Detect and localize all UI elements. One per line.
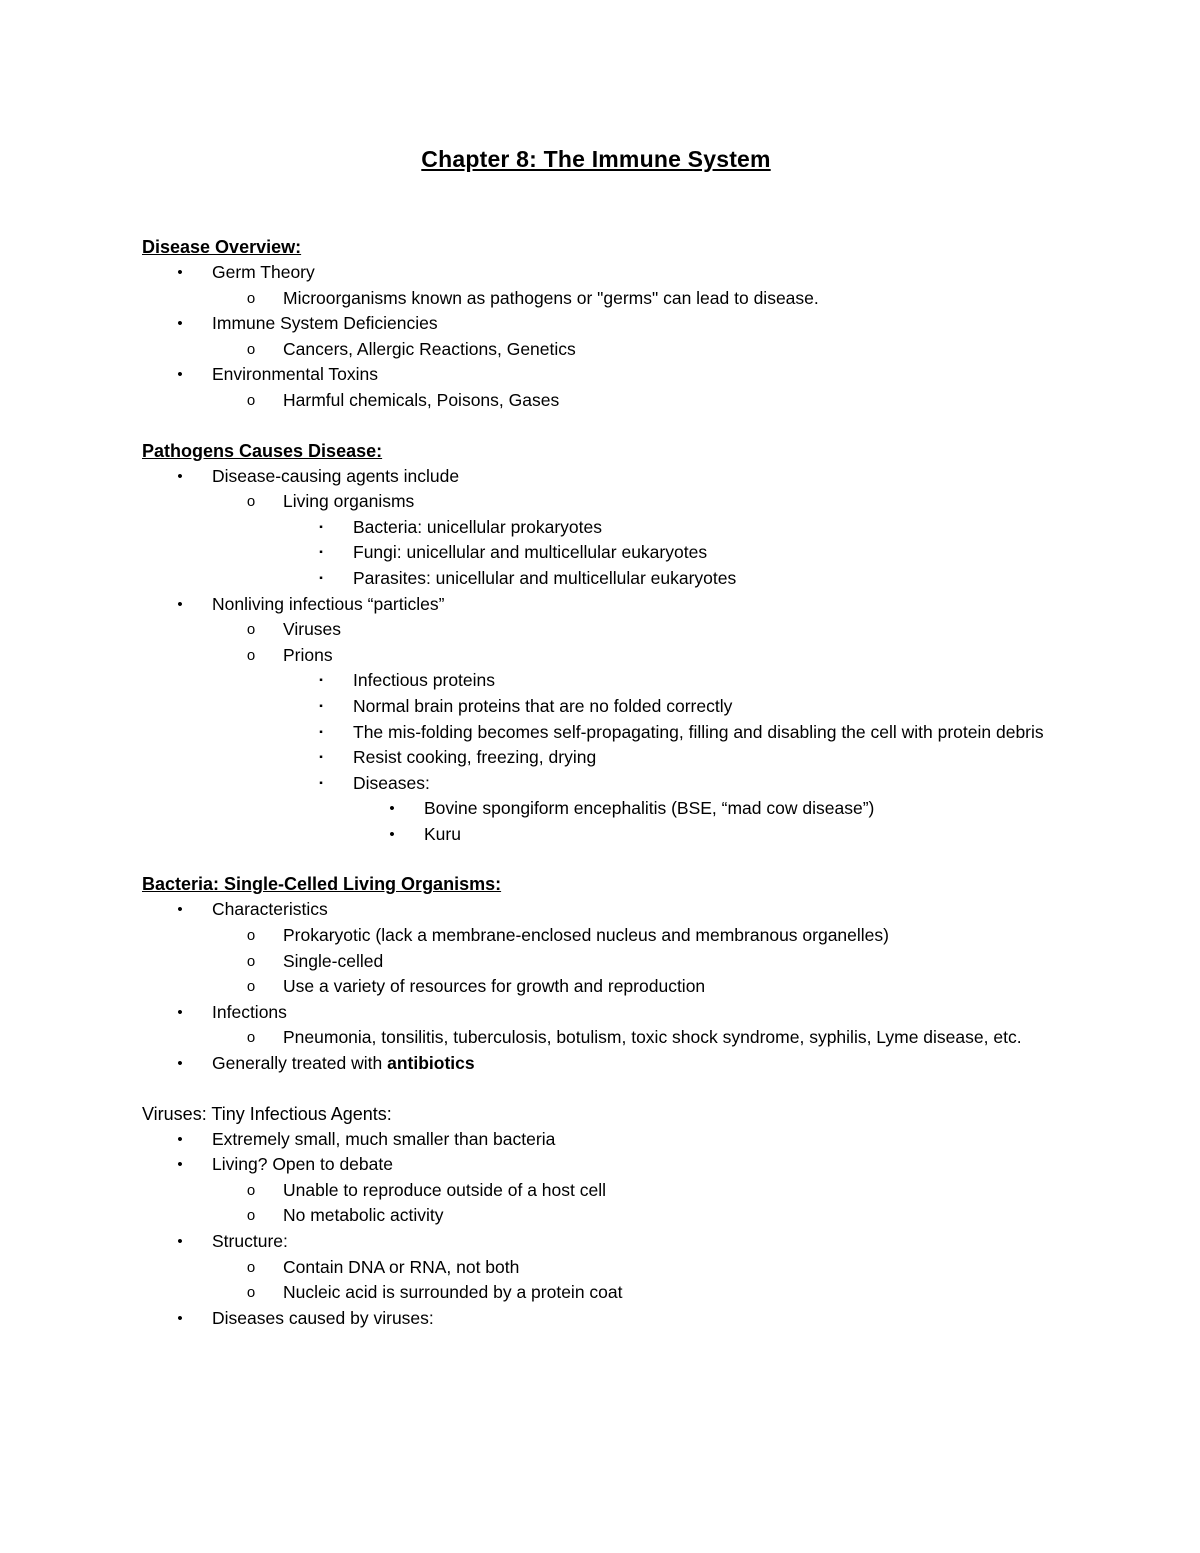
list-item-text: Use a variety of resources for growth and reproduction — [283, 976, 706, 997]
list-item-text: Environmental Toxins — [212, 364, 379, 385]
square-bullet-icon: ▪ — [319, 572, 323, 584]
section-viruses — [142, 1102, 1050, 1332]
section-heading: Pathogens Causes Disease: — [142, 440, 383, 461]
square-bullet-icon: ▪ — [319, 777, 323, 789]
list-item — [142, 1051, 1050, 1077]
list-item — [142, 643, 1050, 669]
list-item — [142, 720, 1050, 746]
list-item-text: Generally treated with — [212, 1053, 388, 1074]
list-item-text: Disease-causing agents include — [212, 465, 460, 486]
list-item-text: Characteristics — [212, 899, 328, 920]
list-item-text: Unable to reproduce outside of a host cell — [283, 1179, 606, 1200]
list-item — [142, 566, 1050, 592]
bullet-icon: • — [177, 467, 183, 485]
list-item-text: No metabolic activity — [283, 1205, 444, 1226]
list-item-text: Cancers, Allergic Reactions, Genetics — [283, 338, 576, 359]
list-item-text: Contain DNA or RNA, not both — [283, 1256, 520, 1277]
list-item-text: Single-celled — [283, 950, 384, 971]
bullet-icon: • — [177, 1233, 183, 1250]
list-item — [142, 923, 1050, 949]
square-bullet-icon: ▪ — [319, 726, 323, 738]
list-item — [142, 515, 1050, 541]
list-item-text: Immune System Deficiencies — [212, 313, 438, 334]
list-item — [142, 1000, 1050, 1026]
list-item-text: Prokaryotic (lack a membrane-enclosed nucleus and membranous organelles) — [283, 925, 889, 946]
circle-bullet-icon: o — [246, 391, 256, 409]
list-item — [142, 668, 1050, 694]
circle-bullet-icon: o — [246, 952, 256, 970]
list-item — [142, 1280, 1050, 1306]
list-item — [142, 1203, 1050, 1229]
list-item — [142, 1178, 1050, 1204]
list-item — [142, 949, 1050, 975]
list-item — [142, 822, 1050, 848]
list-item-text: Harmful chemicals, Poisons, Gases — [283, 389, 560, 410]
circle-bullet-icon: o — [246, 1181, 256, 1199]
bullet-icon: • — [177, 1130, 183, 1148]
circle-bullet-icon: o — [246, 493, 256, 511]
section-heading: Disease Overview: — [142, 237, 302, 257]
list-item — [142, 771, 1050, 797]
square-bullet-icon: ▪ — [319, 752, 323, 764]
list-item-text: Infections — [212, 1001, 287, 1022]
page-title: Chapter 8: The Immune System — [421, 146, 771, 172]
list-item — [142, 337, 1050, 363]
list-item-text: Viruses — [283, 619, 342, 640]
bullet-list — [142, 897, 1050, 1076]
circle-bullet-icon: o — [246, 646, 256, 664]
bullet-list — [142, 260, 1050, 414]
bullet-icon: • — [177, 1055, 183, 1073]
bullet-icon: • — [177, 315, 183, 333]
section-heading: Bacteria: Single-Celled Living Organisms: — [142, 874, 502, 895]
section-pathogens — [142, 439, 1050, 848]
circle-bullet-icon: o — [246, 289, 256, 307]
square-bullet-icon: ▪ — [319, 521, 323, 533]
bullet-icon: • — [177, 366, 183, 384]
bullet-icon: • — [177, 1309, 183, 1327]
list-item-text: Resist cooking, freezing, drying — [353, 747, 597, 768]
bullet-icon: • — [177, 1003, 183, 1021]
bullet-list — [142, 464, 1050, 848]
square-bullet-icon: ▪ — [319, 700, 323, 712]
list-item — [142, 617, 1050, 643]
circle-bullet-icon: o — [246, 340, 256, 358]
circle-bullet-icon: o — [246, 1029, 256, 1047]
list-item — [142, 388, 1050, 414]
circle-bullet-icon: o — [246, 1258, 256, 1276]
list-item — [142, 1127, 1050, 1153]
list-item-text: Kuru — [424, 823, 461, 844]
list-item — [142, 1025, 1050, 1051]
list-item-text: Diseases caused by viruses: — [212, 1307, 434, 1328]
list-item — [142, 1152, 1050, 1178]
bullet-list — [142, 1127, 1050, 1332]
square-bullet-icon: ▪ — [319, 547, 323, 559]
list-item-text: Infectious proteins — [353, 670, 496, 691]
circle-bullet-icon: o — [246, 1284, 256, 1302]
list-item — [142, 796, 1050, 822]
circle-bullet-icon: o — [246, 978, 256, 996]
list-item-text: Nucleic acid is surrounded by a protein coat — [283, 1282, 623, 1303]
bullet-icon: • — [177, 595, 183, 613]
square-bullet-icon: ▪ — [319, 675, 323, 687]
list-item — [142, 974, 1050, 1000]
list-item-text: Bacteria: unicellular prokaryotes — [353, 516, 603, 537]
circle-bullet-icon: o — [246, 621, 256, 639]
circle-bullet-icon: o — [246, 927, 256, 945]
list-item-text: Living? Open to debate — [212, 1154, 393, 1175]
list-item-text: Nonliving infectious “particles” — [212, 593, 445, 614]
bold-term: antibiotics — [387, 1053, 475, 1074]
list-item — [142, 592, 1050, 618]
bullet-icon: • — [177, 1156, 183, 1174]
list-item — [142, 286, 1050, 312]
bullet-icon: • — [389, 800, 395, 818]
list-item — [142, 311, 1050, 337]
list-item-text: Germ Theory — [212, 262, 315, 282]
list-item — [142, 540, 1050, 566]
list-item-text: Diseases: — [353, 772, 430, 793]
bullet-icon: • — [389, 825, 395, 843]
list-item-text: Fungi: unicellular and multicellular eukaryotes — [353, 542, 708, 563]
list-item-text: Prions — [283, 644, 333, 665]
list-item-text: The mis-folding becomes self-propagating, filling and disabling the cell with protein debris — [353, 721, 1044, 742]
list-item — [142, 362, 1050, 388]
list-item-text: Bovine spongiform encephalitis (BSE, “mad cow disease”) — [424, 798, 875, 819]
bullet-icon: • — [177, 901, 183, 919]
list-item-text: Structure: — [212, 1231, 288, 1251]
list-item-text: Pneumonia, tonsilitis, tuberculosis, botulism, toxic shock syndrome, syphilis, Lyme disease, etc. — [283, 1027, 1022, 1048]
list-item — [142, 489, 1050, 515]
list-item-text: Living organisms — [283, 491, 415, 512]
list-item-text: Extremely small, much smaller than bacteria — [212, 1128, 556, 1149]
list-item — [142, 694, 1050, 720]
list-item — [142, 897, 1050, 923]
list-item-text: Microorganisms known as pathogens or "germs" can lead to disease. — [283, 287, 819, 308]
list-item — [142, 745, 1050, 771]
list-item — [142, 1255, 1050, 1281]
section-heading: Viruses: Tiny Infectious Agents: — [142, 1103, 392, 1124]
list-item — [142, 260, 1050, 286]
circle-bullet-icon: o — [246, 1207, 256, 1225]
list-item — [142, 464, 1050, 490]
list-item — [142, 1229, 1050, 1255]
section-bacteria — [142, 872, 1050, 1076]
bullet-icon: • — [177, 264, 183, 281]
list-item-text: Normal brain proteins that are no folded correctly — [353, 695, 733, 716]
section-disease-overview — [142, 235, 1050, 414]
list-item-text: Parasites: unicellular and multicellular eukaryotes — [353, 567, 737, 588]
list-item — [142, 1306, 1050, 1332]
